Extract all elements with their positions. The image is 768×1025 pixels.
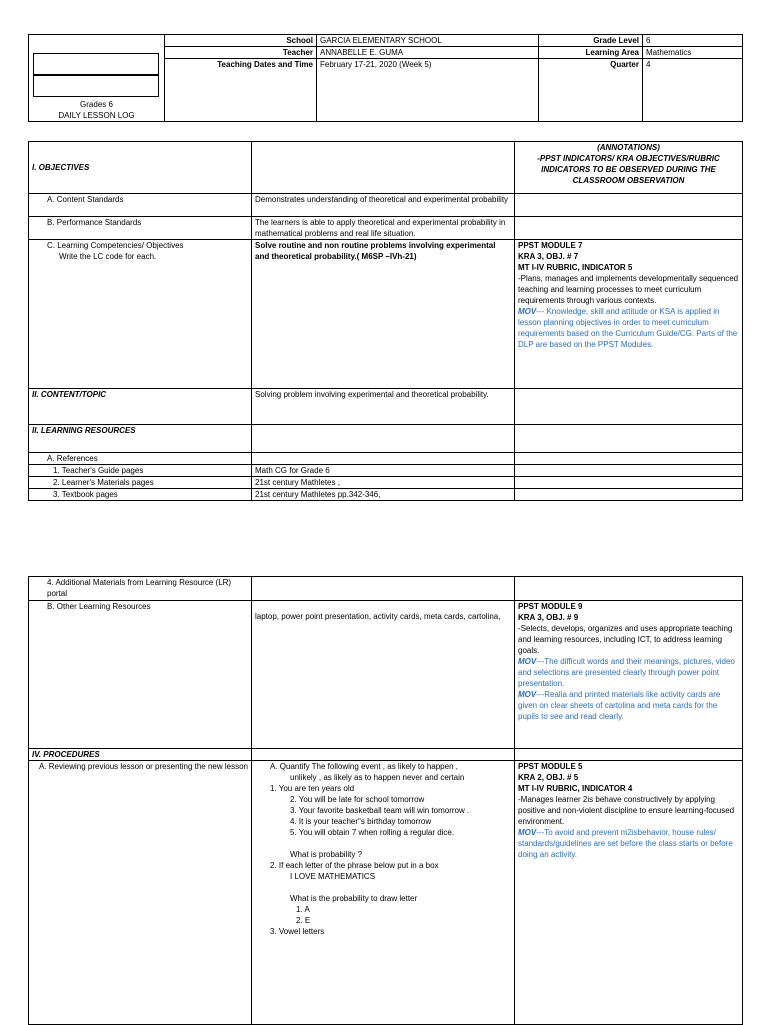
learning-resources-blank <box>252 425 515 453</box>
content-topic-heading: II. CONTENT/TOPIC <box>29 389 252 425</box>
lm-ann <box>515 477 743 489</box>
review-label: A. Reviewing previous lesson or presenting the new lesson <box>29 761 252 1025</box>
other-ann-mov1-text: ---The difficult words and their meanings, pictures, video and selections are presented clearly through power point presentation. <box>518 657 735 689</box>
area-value: Mathematics <box>643 47 743 59</box>
content-topic-value: Solving problem involving experimental and theoretical probability. <box>252 389 515 425</box>
school-label: School <box>165 35 317 47</box>
procedures-ann-blank <box>515 749 743 761</box>
proc-ann-kra: KRA 2, OBJ. # 5 <box>518 773 579 783</box>
other-ann-mov1 <box>518 656 739 689</box>
proc-line-1: 1. You are ten years old <box>270 784 355 794</box>
teacher-value: ANNABELLE E. GUMA <box>317 47 539 59</box>
proc-ann-rubric: MT I-IV RUBRIC, INDICATOR 4 <box>518 784 633 794</box>
references-blank <box>252 453 515 465</box>
school-value: GARCIA ELEMENTARY SCHOOL <box>317 35 539 47</box>
lc-ann-mov-text: --- Knowledge, skill and attitude or KSA is applied in lesson planning objectives in order to meet curriculum requirements based on the Curriculum Guide/CG. Parts of the DLP are based on the PPST Modules. <box>518 307 738 350</box>
content-topic-ann <box>515 389 743 425</box>
other-ann-mov2-tag: MOV <box>518 690 537 700</box>
other-ann-text: -Selects, develops, organizes and uses appropriate teaching and learning resources, including ICT, to address learning goals. <box>518 624 733 656</box>
procedures-table <box>28 576 743 1025</box>
references-ann <box>515 453 743 465</box>
other-resources-label: B. Other Learning Resources <box>29 601 252 749</box>
logo-box-bottom <box>33 75 159 97</box>
proc-line-4: 4. It is your teacher"s birthday tomorrow <box>290 817 432 827</box>
quarter-value: 4 <box>643 59 743 122</box>
other-resources-value <box>252 601 515 749</box>
lm-value: 21st century Mathletes , <box>252 477 515 489</box>
annotations-title: (ANNOTATIONS) <box>597 143 660 152</box>
lc-ann-mov <box>518 306 739 350</box>
tg-value: Math CG for Grade 6 <box>252 465 515 477</box>
dates-label: Teaching Dates and Time <box>165 59 317 122</box>
proc-line-3: 3. Your favorite basketball team will win tomorrow . <box>290 806 470 816</box>
proc-line-5: 5. You will obtain 7 when rolling a regular dice. <box>290 828 455 838</box>
tb-value: 21st century Mathletes pp.342-346, <box>252 489 515 501</box>
proc-line-draw: What is the probability to draw letter <box>290 894 418 904</box>
other-ann-mov2-text: ---Realia and printed materials like activity cards are given on clear sheets of cartolina and meta cards for the pupils to see and read clearly. <box>518 690 721 722</box>
lm-label: 2. Learner's Materials pages <box>29 477 252 489</box>
grades-title: Grades 6 <box>80 99 113 109</box>
proc-line-question: What is probability ? <box>290 850 363 860</box>
other-resources-text: laptop, power point presentation, activity cards, meta cards, cartolina, <box>255 612 501 621</box>
objectives-blank <box>252 142 515 194</box>
proc-ann-text: -Manages learner 2is behave constructively by applying positive and non-violent discipline to ensure learning-focused environment. <box>518 795 735 827</box>
header-table <box>28 34 743 122</box>
quarter-label: Quarter <box>539 59 643 122</box>
school-logo-area <box>29 35 165 122</box>
learning-competencies-value: Solve routine and non routine problems involving experimental and theoretical probability.( M6SP –IVh-21) <box>252 240 515 389</box>
performance-standards-ann <box>515 217 743 240</box>
content-standards-ann <box>515 194 743 217</box>
proc-line-a2: unlikely , as likely as to happen never and certain <box>290 773 465 783</box>
annotations-subtitle: -PPST INDICATORS/ KRA OBJECTIVES/RUBRIC INDICATORS TO BE OBSERVED DURING THE CLASSROOM OBSERVATION <box>537 154 720 186</box>
dates-value: February 17-21, 2020 (Week 5) <box>317 59 539 122</box>
content-standards-value: Demonstrates understanding of theoretical and experimental probability <box>252 194 515 217</box>
other-ann-kra: KRA 3, OBJ. # 9 <box>518 613 579 623</box>
procedures-blank <box>252 749 515 761</box>
proc-line-2: 2. You will be late for school tomorrow <box>290 795 425 805</box>
tb-label: 3. Textbook pages <box>29 489 252 501</box>
learning-competencies-label <box>29 240 252 389</box>
teacher-label: Teacher <box>165 47 317 59</box>
proc-line-phrase: I LOVE MATHEMATICS <box>290 872 376 882</box>
area-label: Learning Area <box>539 47 643 59</box>
other-ann-module: PPST MODULE 9 <box>518 602 583 611</box>
lc-ann-text: -Plans, manages and implements developmentally sequenced teaching and learning processes to meet curriculum requirements through various contexts. <box>518 274 739 306</box>
procedures-ann <box>515 761 743 1025</box>
learning-competencies-ann <box>515 240 743 389</box>
procedures-heading: IV. PROCEDURES <box>29 749 252 761</box>
lc-ann-rubric: MT I-IV RUBRIC, INDICATOR 5 <box>518 263 633 273</box>
lc-ann-mov-tag: MOV <box>518 307 537 317</box>
proc-line-draw-e: 2. E <box>296 916 311 926</box>
learning-resources-heading: II. LEARNING RESOURCES <box>29 425 252 453</box>
content-standards-label: A. Content Standards <box>29 194 252 217</box>
learning-resources-ann <box>515 425 743 453</box>
lc-ann-kra: KRA 3, OBJ. # 7 <box>518 252 579 262</box>
grade-label: Grade Level <box>539 35 643 47</box>
tg-ann <box>515 465 743 477</box>
tb-ann <box>515 489 743 501</box>
other-ann-mov2 <box>518 689 739 722</box>
objectives-table <box>28 141 743 501</box>
tg-label: 1. Teacher's Guide pages <box>29 465 252 477</box>
logo-box-top <box>33 53 159 75</box>
lc-ann-module: PPST MODULE 7 <box>518 241 583 251</box>
additional-materials-value <box>252 577 515 601</box>
grade-value: 6 <box>643 35 743 47</box>
proc-line-a: A. Quantify The following event , as likely to happen , <box>270 762 458 772</box>
annotations-heading <box>515 142 743 194</box>
references-label: A. References <box>29 453 252 465</box>
objectives-heading: I. OBJECTIVES <box>29 142 252 194</box>
proc-line-item3: 3. Vowel letters <box>270 927 325 937</box>
procedures-content <box>252 761 515 1025</box>
proc-ann-module: PPST MODULE 5 <box>518 762 583 772</box>
proc-line-item2: 2. If each letter of the phrase below put in a box <box>270 861 439 871</box>
lc-label-line1: C. Learning Competencies/ Objectives <box>47 241 184 251</box>
proc-ann-mov <box>518 827 739 860</box>
additional-materials-label: 4. Additional Materials from Learning Resource (LR) portal <box>29 577 252 601</box>
proc-line-draw-a: 1. A <box>296 905 310 915</box>
performance-standards-value: The learners is able to apply theoretical and experimental probability in mathematical problems and real life situation. <box>252 217 515 240</box>
log-title: DAILY LESSON LOG <box>58 110 135 120</box>
additional-materials-ann <box>515 577 743 601</box>
proc-ann-mov-tag: MOV <box>518 828 537 838</box>
other-ann-mov1-tag: MOV <box>518 657 537 667</box>
proc-ann-mov-text: ---To avoid and prevent m2isbehavior, house rules/ standards/guidelines are set before the class starts or before doing an activity. <box>518 828 733 860</box>
other-resources-ann <box>515 601 743 749</box>
performance-standards-label: B. Performance Standards <box>29 217 252 240</box>
lc-label-line2: Write the LC code for each. <box>59 252 157 262</box>
